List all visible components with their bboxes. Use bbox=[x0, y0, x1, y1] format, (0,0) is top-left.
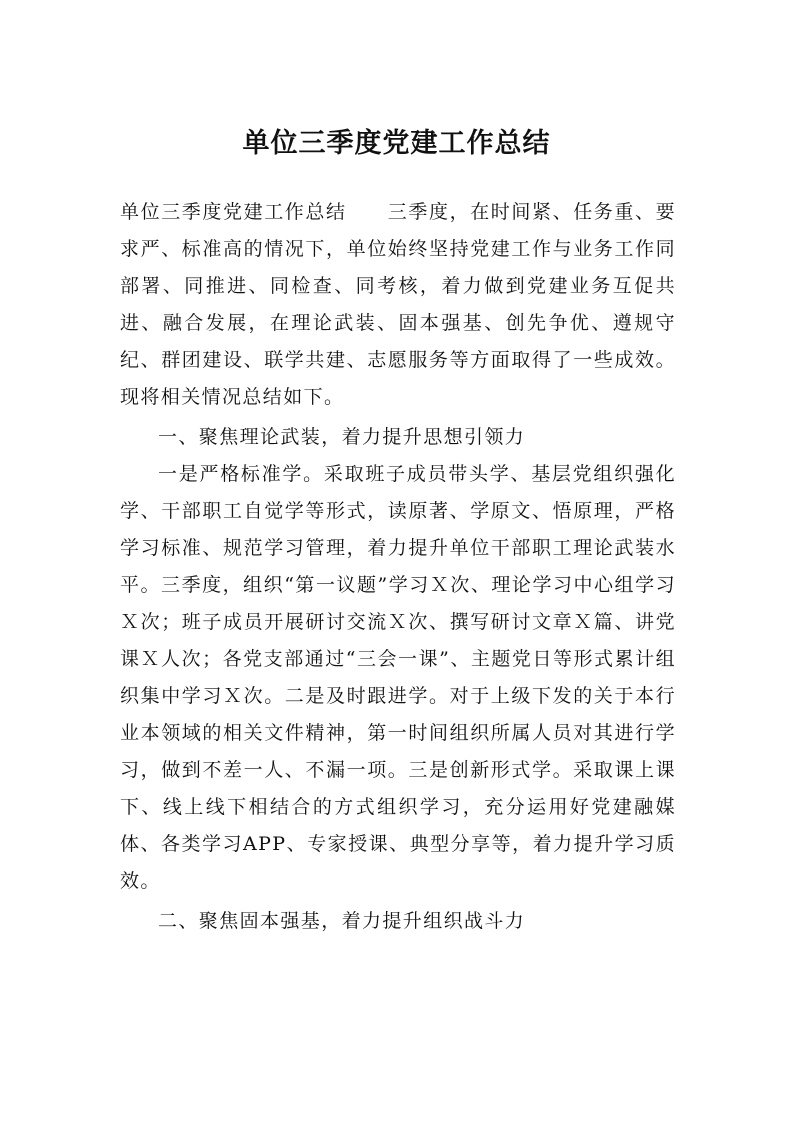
intro-paragraph: 单位三季度党建工作总结 三季度，在时间紧、任务重、要求严、标准高的情况下，单位始终坚持党建工作与业务工作同部署、同推进、同检查、同考核，着力做到党建业务互促共进、融合发展，在理论武装、固本强基、创先争优、遵规守纪、群团建设、联学共建、志愿服务等方面取得了一些成效。现将相关情况总结如下。 bbox=[120, 201, 676, 408]
section-heading-2: 二、聚焦固本强基，着力提升组织战斗力 bbox=[158, 910, 526, 932]
section-heading-1: 一、聚焦理论武装，着力提升思想引领力 bbox=[158, 426, 526, 448]
section-1-paragraph: 一是严格标准学。采取班子成员带头学、基层党组织强化学、干部职工自觉学等形式，读原著、学原文、悟原理，严格学习标准、规范学习管理，着力提升单位干部职工理论武装水平。三季度，组织“第一议题”学习Ｘ次、理论学习中心组学习Ｘ次；班子成员开展研讨交流Ｘ次、撰写研讨文章Ｘ篇、讲党课Ｘ人次；各党支部通过“三会一课”、主题党日等形式累计组织集中学习Ｘ次。二是及时跟进学。对于上级下发的关于本行业本领域的相关文件精神，第一时间组织所属人员对其进行学习，做到不差一人、不漏一项。三是创新形式学。采取课上课下、线上线下相结合的方式组织学习，充分运用好党建融媒体、各类学习APP、专家授课、典型分享等，着力提升学习质效。 bbox=[120, 463, 676, 892]
document-title: 单位三季度党建工作总结 bbox=[242, 128, 551, 159]
document-body bbox=[120, 194, 676, 940]
